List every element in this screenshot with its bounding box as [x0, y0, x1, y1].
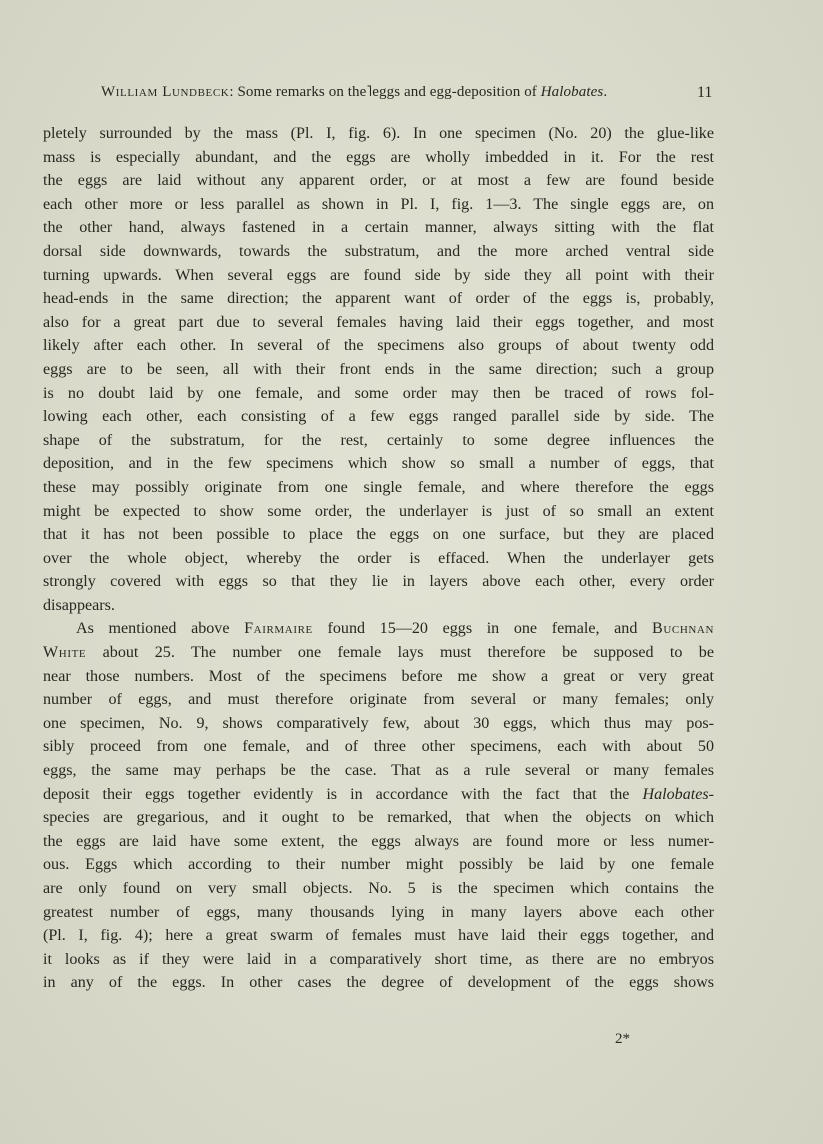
- text-span: about 25. The number one female lays must therefore be supposed to be: [86, 644, 714, 662]
- text-line: lowing each other, each consisting of a few eggs ranged parallel side by side. The: [43, 408, 714, 426]
- text-line: near those numbers. Most of the specimens before me show a great or very great: [43, 667, 714, 685]
- text-line: these may possibly originate from one single female, and where therefore the eggs: [43, 478, 714, 496]
- text-line: each other more or less parallel as shown in Pl. I, fig. 1—3. The single eggs are, on: [43, 195, 714, 213]
- page-number: 11: [697, 84, 713, 101]
- text-line: (Pl. I, fig. 4); here a great swarm of females must have laid their eggs together, and: [43, 927, 714, 945]
- text-line: in any of the eggs. In other cases the degree of development of the eggs shows: [43, 974, 714, 992]
- text-line: [43, 617, 714, 641]
- text-span: As mentioned above: [76, 620, 245, 638]
- body-text: [43, 122, 714, 995]
- text-line: one specimen, No. 9, shows comparatively few, about 30 eggs, which thus may pos-: [43, 714, 714, 732]
- text-line: are only found on very small objects. No. 5 is the specimen which contains the: [43, 880, 714, 897]
- header-title-mid: eggs and egg-deposition of: [372, 84, 541, 100]
- text-line: the eggs are laid without any apparent order, or at most a few are found beside: [43, 172, 714, 190]
- header-title-mark: ˥: [366, 84, 373, 100]
- author-name-white: White: [43, 644, 87, 662]
- text-line: species are gregarious, and it ought to be remarked, that when the objects on which: [43, 809, 714, 827]
- text-line: over the whole object, whereby the order is effaced. When the underlayer gets: [43, 549, 714, 567]
- text-line: that it has not been possible to place the eggs on one surface, but they are placed: [43, 526, 714, 544]
- text-line: [43, 783, 714, 807]
- text-line: disappears.: [43, 596, 115, 614]
- text-line: shape of the substratum, for the rest, certainly to some degree influences the: [43, 431, 714, 449]
- text-line: dorsal side downwards, towards the substratum, and the more arched ventral side: [43, 242, 714, 260]
- text-line: might be expected to show some order, the underlayer is just of so small an extent: [43, 502, 714, 520]
- text-line: eggs, the same may perhaps be the case. That as a rule several or many females: [43, 762, 714, 780]
- author-name-fairmaire: Fairmaire: [244, 620, 313, 638]
- text-line: the other hand, always fastened in a certain manner, always sitting with the flat: [43, 219, 714, 237]
- header-title-prefix: : Some remarks on the: [229, 84, 367, 100]
- text-line: pletely surrounded by the mass (Pl. I, fig. 6). In one specimen (No. 20) the glue-like: [43, 125, 714, 142]
- text-line: eggs are to be seen, all with their front ends in the same direction; such a group: [43, 360, 714, 378]
- text-line: number of eggs, and must therefore originate from several or many females; only: [43, 691, 714, 709]
- header-title-end: .: [603, 84, 608, 100]
- text-line: strongly covered with eggs so that they lie in layers above each other, every order: [43, 573, 714, 591]
- signature-mark: 2*: [615, 1031, 630, 1047]
- header-author: William Lundbeck: [101, 84, 230, 100]
- text-line: deposition, and in the few specimens which show so small a number of eggs, that: [43, 455, 714, 473]
- text-line: also for a great part due to several females having laid their eggs together, and most: [43, 313, 714, 331]
- text-line: head-ends in the same direction; the apparent want of order of the eggs is, probably,: [43, 290, 714, 308]
- text-line: greatest number of eggs, many thousands lying in many layers above each other: [43, 903, 714, 921]
- running-head: [101, 84, 713, 106]
- author-name-buchnan: Buchnan: [652, 620, 714, 638]
- text-line: sibly proceed from one female, and of three other specimens, each with about 50: [43, 738, 714, 756]
- text-line: turning upwards. When several eggs are found side by side they all point with their: [43, 266, 714, 284]
- text-line: the eggs are laid have some extent, the eggs always are found more or less numer-: [43, 832, 714, 850]
- text-line: is no doubt laid by one female, and some order may then be traced of rows fol-: [43, 384, 714, 402]
- header-genus: Halobates: [540, 84, 604, 100]
- text-line: ous. Eggs which according to their number might possibly be laid by one female: [43, 856, 714, 874]
- text-line: [43, 641, 714, 665]
- text-span: deposit their eggs together evidently is in accordance with the fact that the: [43, 785, 643, 803]
- genus-name: Halobates-: [642, 785, 714, 803]
- text-span: found 15—20 eggs in one female, and: [312, 620, 652, 638]
- text-line: mass is especially abundant, and the eggs are wholly imbedded in it. For the rest: [43, 148, 714, 166]
- text-line: likely after each other. In several of the specimens also groups of about twenty odd: [43, 337, 714, 355]
- text-line: it looks as if they were laid in a comparatively short time, as there are no embryos: [43, 950, 714, 968]
